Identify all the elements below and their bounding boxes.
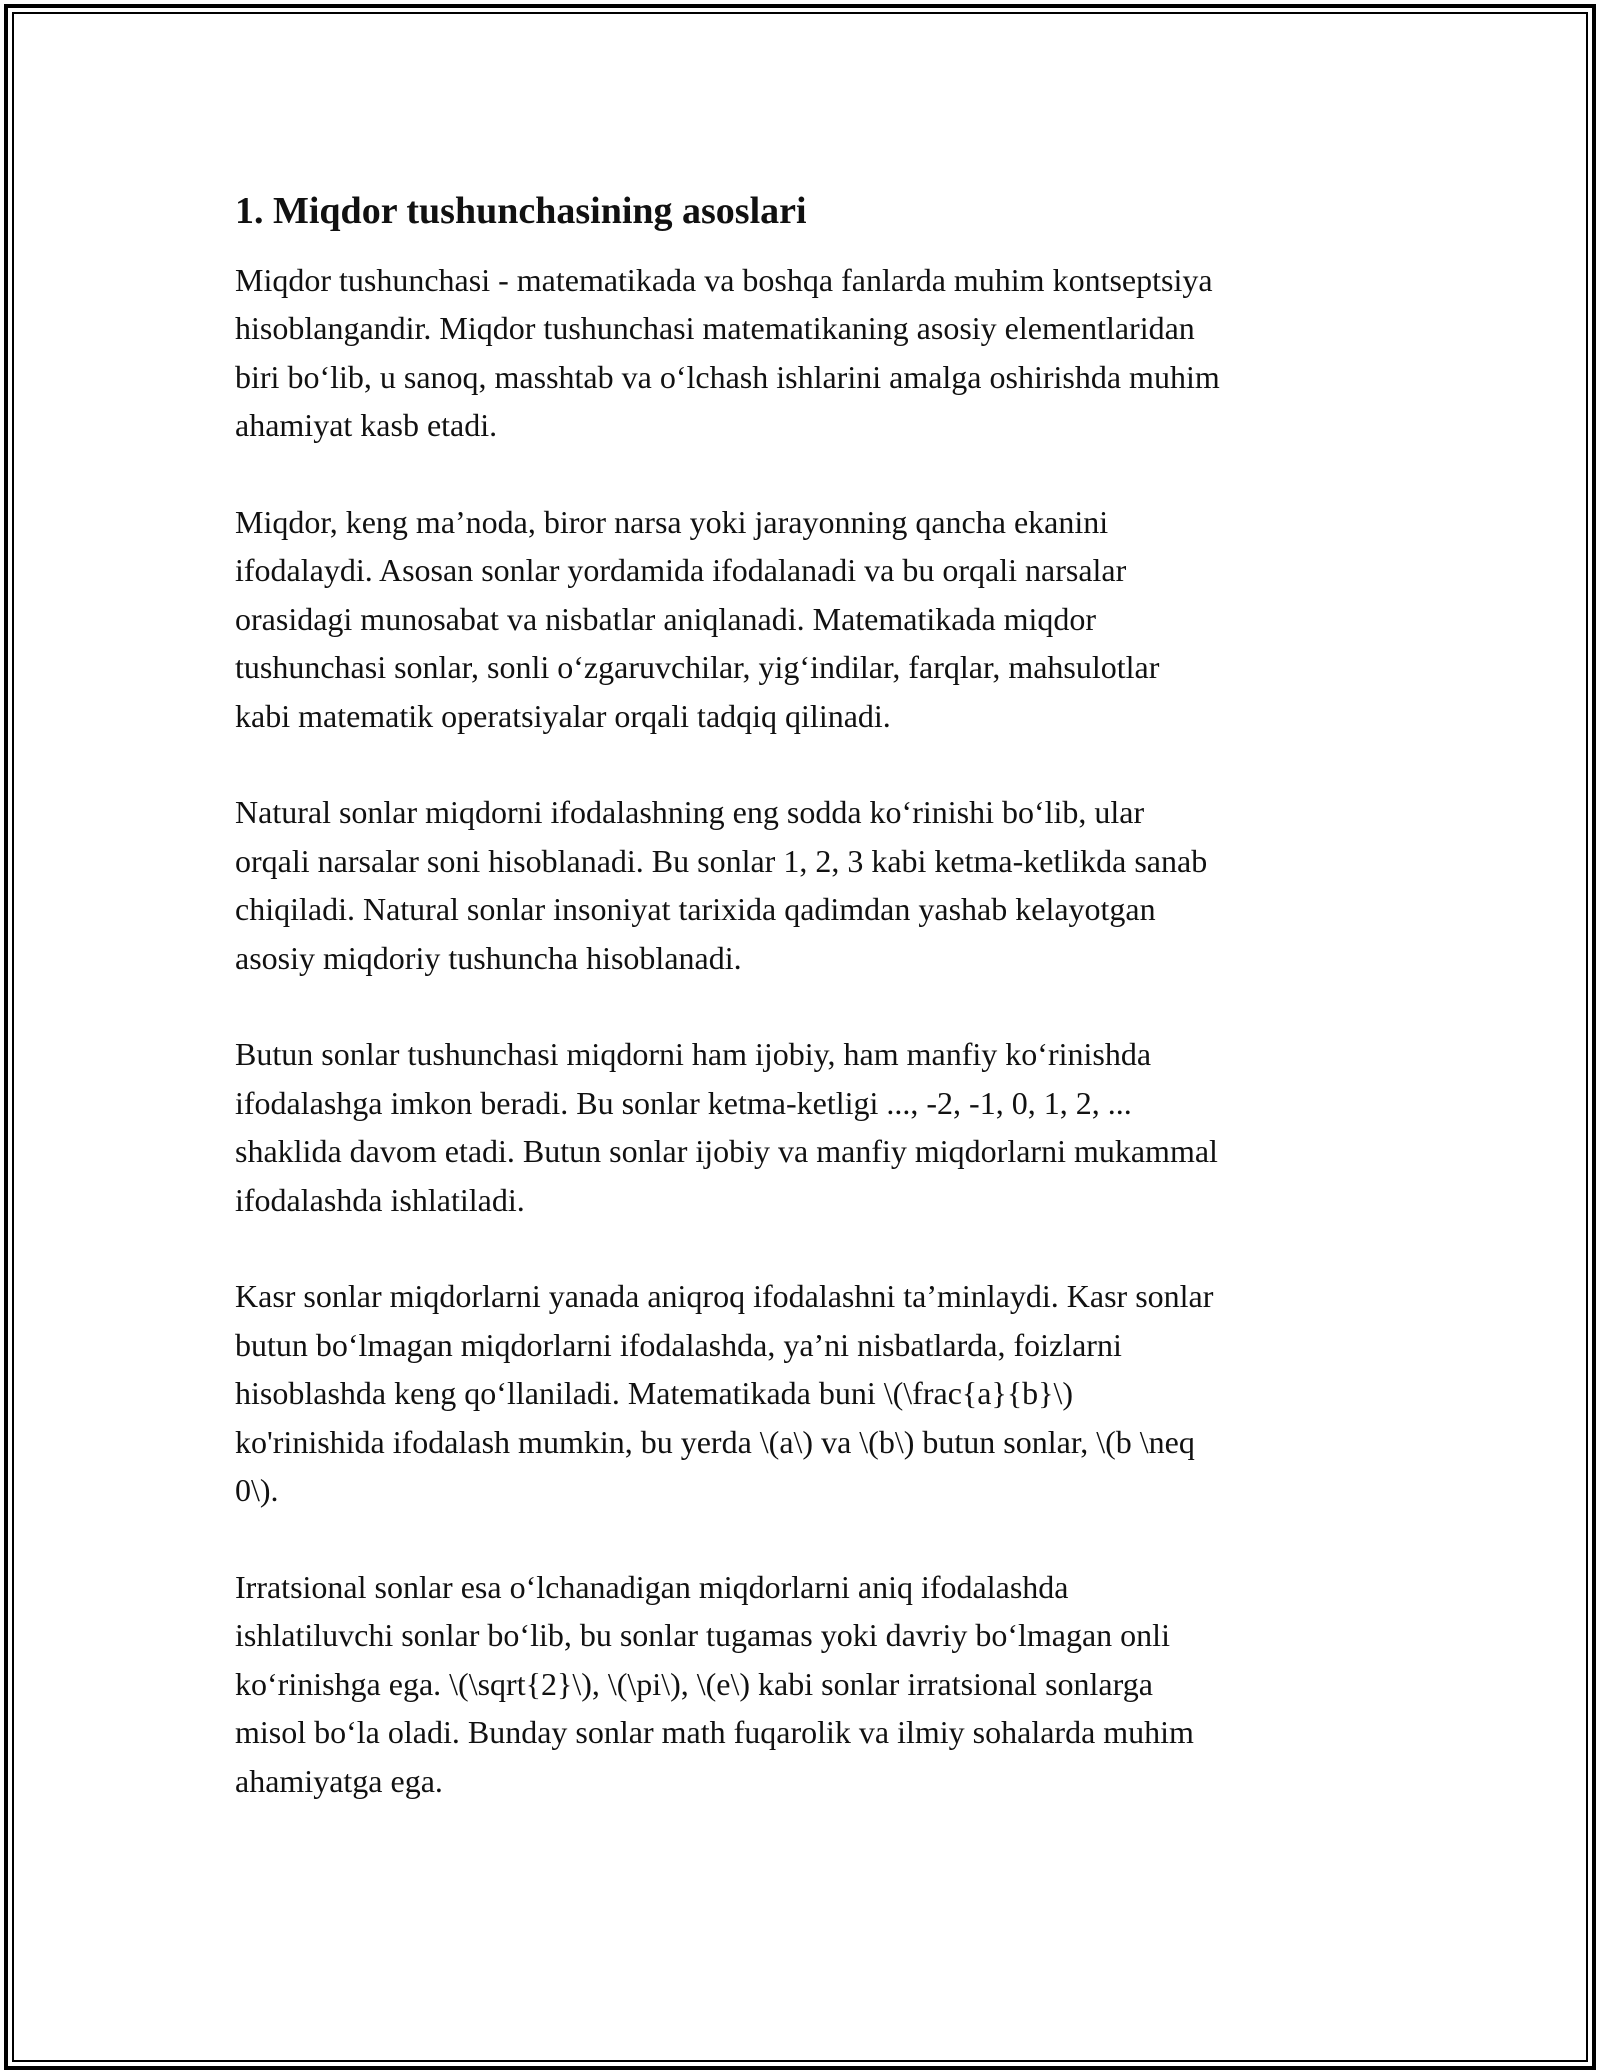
- text-line: orqali narsalar soni hisoblanadi. Bu sonlar 1, 2, 3 kabi ketma-ketlikda sanab: [235, 842, 1208, 879]
- text-line: ishlatiluvchi sonlar bo‘lib, bu sonlar tugamas yoki davriy bo‘lmagan onli: [235, 1617, 1170, 1654]
- text-line: Miqdor tushunchasi - matematikada va boshqa fanlarda muhim kontseptsiya: [235, 262, 1213, 298]
- text-line: ifodalashda ishlatiladi.: [235, 1181, 525, 1218]
- paragraph-integers: [235, 1030, 1375, 1224]
- section-heading: 1. Miqdor tushunchasining asoslari: [235, 190, 807, 232]
- text-line: misol bo‘la oladi. Bunday sonlar math fuqarolik va ilmiy sohalarda muhim: [235, 1714, 1194, 1751]
- text-line: ahamiyatga ega.: [235, 1762, 443, 1799]
- text-line: hisoblashda keng qo‘llaniladi. Matematikada buni \(\frac{a}{b}\): [235, 1375, 1074, 1412]
- paragraph-miqdor-definition: [235, 498, 1375, 740]
- text-line: ifodalaydi. Asosan sonlar yordamida ifodalanadi va bu orqali narsalar: [235, 552, 1127, 589]
- text-line: ifodalashga imkon beradi. Bu sonlar ketma-ketligi ..., -2, -1, 0, 1, 2, ...: [235, 1084, 1132, 1121]
- text-line: asosiy miqdoriy tushuncha hisoblanadi.: [235, 939, 742, 976]
- text-line: biri bo‘lib, u sanoq, masshtab va o‘lchash ishlarini amalga oshirishda muhim: [235, 358, 1220, 395]
- text-line: kabi matematik operatsiyalar orqali tadqiq qilinadi.: [235, 697, 891, 734]
- paragraph-miqdor-intro: [235, 256, 1375, 450]
- text-line: ko‘rinishga ega. \(\sqrt{2}\), \(\pi\), \(e\) kabi sonlar irratsional sonlarga: [235, 1665, 1153, 1702]
- text-line: 0\).: [235, 1472, 279, 1509]
- text-line: Butun sonlar tushunchasi miqdorni ham ijobiy, ham manfiy ko‘rinishda: [235, 1036, 1152, 1073]
- document-body: [235, 186, 1375, 1805]
- text-line: tushunchasi sonlar, sonli o‘zgaruvchilar, yig‘indilar, farqlar, mahsulotlar: [235, 649, 1160, 686]
- text-line: Natural sonlar miqdorni ifodalashning eng sodda ko‘rinishi bo‘lib, ular: [235, 794, 1145, 831]
- text-line: Irratsional sonlar esa o‘lchanadigan miqdorlarni aniq ifodalashda: [235, 1568, 1069, 1605]
- text-line: ko'rinishida ifodalash mumkin, bu yerda \(a\) va \(b\) butun sonlar, \(b \neq: [235, 1423, 1195, 1460]
- text-line: ahamiyat kasb etadi.: [235, 407, 498, 444]
- text-line: chiqiladi. Natural sonlar insoniyat tarixida qadimdan yashab kelayotgan: [235, 891, 1156, 928]
- paragraph-natural-numbers: [235, 788, 1375, 982]
- text-line: orasidagi munosabat va nisbatlar aniqlanadi. Matematikada miqdor: [235, 600, 1097, 637]
- text-line: Miqdor, keng ma’noda, biror narsa yoki jarayonning qancha ekanini: [235, 504, 1109, 541]
- text-line: hisoblangandir. Miqdor tushunchasi matematikaning asosiy elementlaridan: [235, 310, 1195, 347]
- paragraph-irrational-numbers: [235, 1563, 1375, 1805]
- text-line: Kasr sonlar miqdorlarni yanada aniqroq ifodalashni ta’minlaydi. Kasr sonlar: [235, 1278, 1214, 1315]
- text-line: butun bo‘lmagan miqdorlarni ifodalashda, ya’ni nisbatlarda, foizlarni: [235, 1326, 1122, 1363]
- text-line: shaklida davom etadi. Butun sonlar ijobiy va manfiy miqdorlarni mukammal: [235, 1133, 1218, 1170]
- paragraph-fractions: [235, 1272, 1375, 1514]
